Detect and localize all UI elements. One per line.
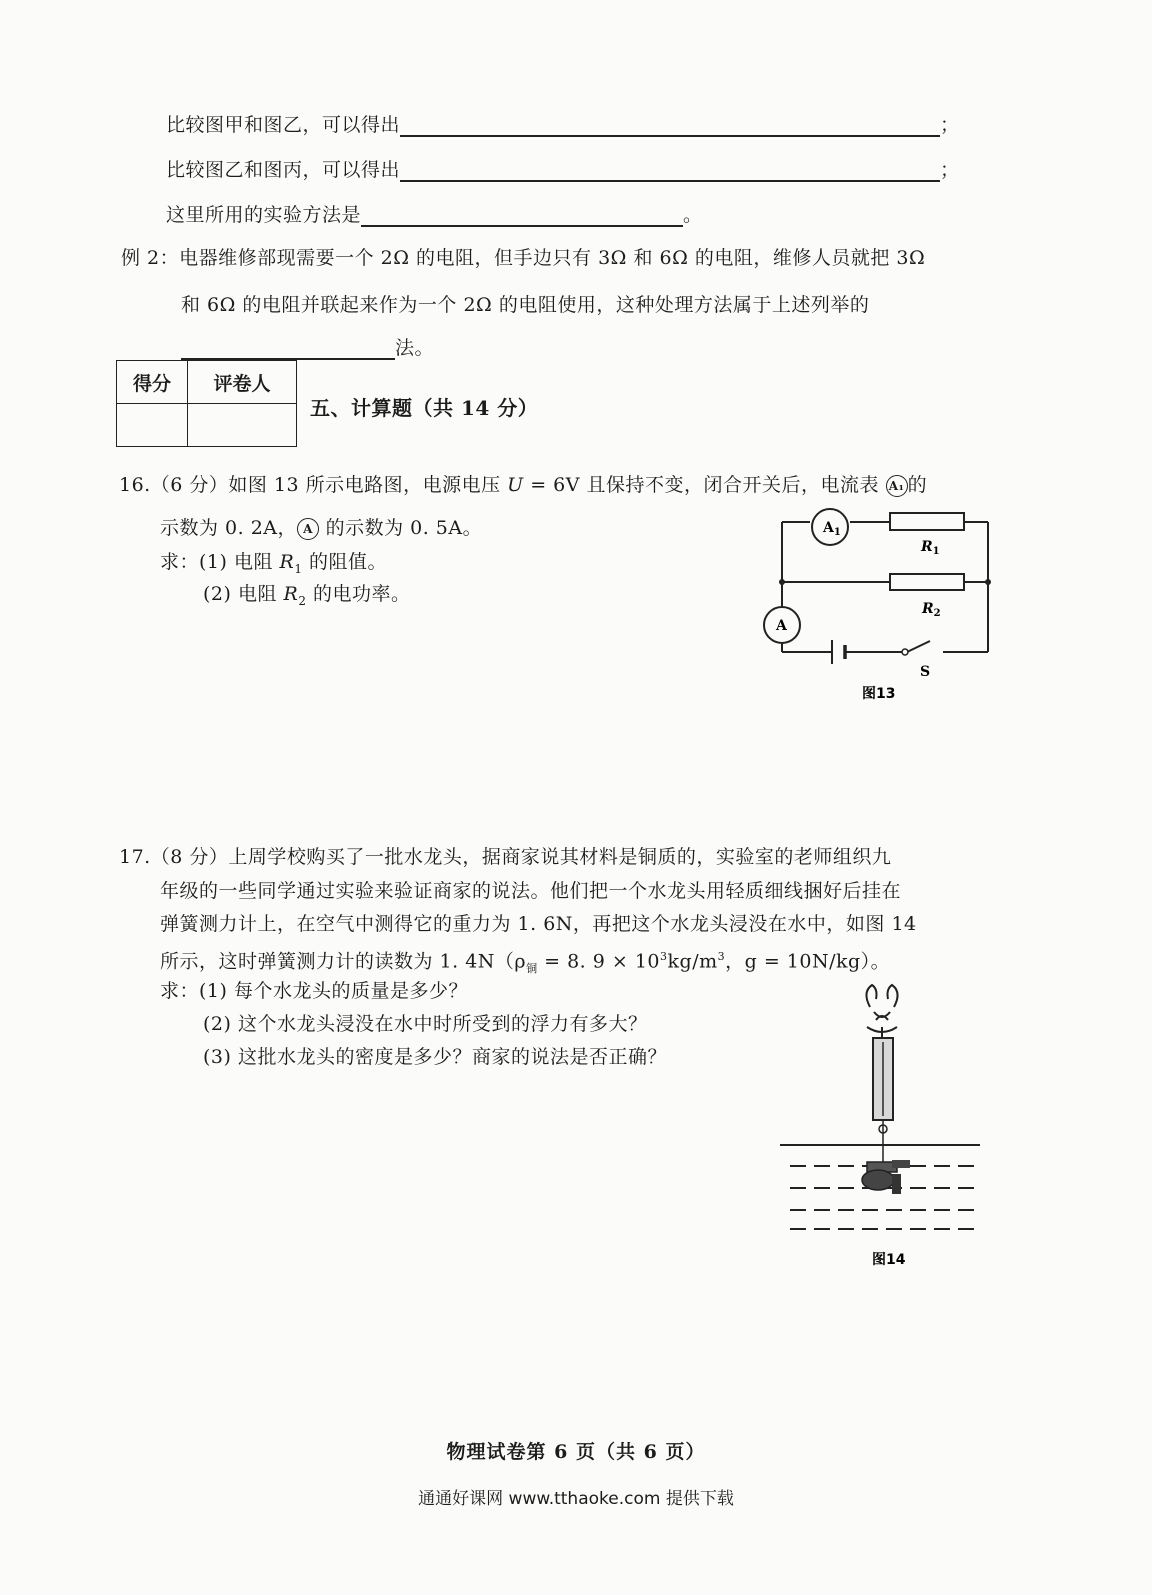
r2-label: $R_2$ — [922, 601, 941, 619]
example2-line-2: 和 6Ω 的电阻并联起来作为一个 2Ω 的电阻使用，这种处理方法属于上述列举的 — [181, 294, 870, 316]
answer-blank[interactable] — [361, 205, 683, 227]
q17-line-1: 17.（8 分）上周学校购买了一批水龙头，据商家说其材料是铜质的，实验室的老师组织九 — [119, 846, 892, 868]
figure-14-caption: 图14 — [872, 1252, 906, 1268]
switch-label: S — [920, 664, 931, 680]
score-box — [116, 360, 297, 447]
junction-dot — [985, 579, 991, 585]
q16-ask-text: (2) 电阻 — [203, 583, 284, 605]
section-title: 五、计算题（共 14 分） — [310, 396, 539, 420]
q16-ask-text: 求：(1) 电阻 — [160, 551, 280, 573]
score-cell[interactable] — [117, 404, 188, 447]
q17-line-3: 弹簧测力计上，在空气中测得它的重力为 1. 6N，再把这个水龙头浸没在水中，如图 14 — [160, 913, 917, 935]
source-footer: 通通好课网 www.tthaoke.com 提供下载 — [418, 1489, 734, 1509]
page-footer: 物理试卷第 6 页（共 6 页） — [446, 1441, 706, 1463]
ammeter-a1-symbol: A₁ — [886, 475, 908, 497]
junction-dot — [779, 579, 785, 585]
q16-text: = 6V 且保持不变，闭合开关后，电流表 — [523, 474, 880, 496]
q17-text: kg/m — [667, 950, 718, 973]
answer-blank[interactable] — [400, 160, 940, 182]
example2-line-3-end: 法。 — [395, 337, 435, 359]
resistor-symbol: R — [279, 551, 295, 573]
r1-label: $R_1$ — [921, 539, 940, 557]
fill-line-3-text: 这里所用的实验方法是 — [166, 204, 362, 226]
q17-ask-1: 求：(1) 每个水龙头的质量是多少？ — [160, 980, 468, 1002]
superscript: 3 — [717, 950, 726, 963]
q17-ask-3: (3) 这批水龙头的密度是多少？商家的说法是否正确？ — [203, 1046, 667, 1068]
fill-line-1-text: 比较图甲和图乙，可以得出 — [166, 114, 401, 136]
fill-line-1 — [166, 113, 960, 137]
q16-ask-1 — [160, 550, 387, 581]
meter-a1-label: $A_1$ — [823, 520, 841, 538]
resistor-r2 — [890, 574, 964, 590]
resistor-r1 — [890, 513, 964, 530]
fill-line-2-end: ； — [940, 159, 960, 181]
q16-ask-text: 的阻值。 — [302, 551, 387, 573]
q17-line-2: 年级的一些同学通过实验来验证商家的说法。他们把一个水龙头用轻质细线捆好后挂在 — [160, 880, 902, 902]
q16-ask-2 — [203, 582, 411, 613]
q16-text: 的 — [907, 474, 928, 496]
answer-blank[interactable] — [181, 338, 395, 360]
q16-ask-text: 的电功率。 — [306, 583, 411, 605]
q17-ask-2: (2) 这个水龙头浸没在水中时所受到的浮力有多大？ — [203, 1013, 648, 1035]
q17-line-4 — [160, 945, 890, 981]
voltage-symbol: U — [507, 474, 524, 496]
subscript: 1 — [294, 561, 303, 576]
meter-a-label: A — [776, 618, 787, 634]
score-label: 得分 — [117, 361, 188, 404]
example2-line-1: 例 2：电器维修部现需要一个 2Ω 的电阻，但手边只有 3Ω 和 6Ω 的电阻，维修人员就把 3Ω — [121, 247, 926, 269]
resistor-symbol: R — [283, 583, 299, 605]
q17-text: ，g = 10N/kg）。 — [725, 950, 891, 973]
example2-line-3 — [181, 336, 434, 360]
subscript: 2 — [298, 593, 307, 608]
hand-icon — [866, 985, 897, 1032]
q17-text: = 8. 9 × 10 — [537, 950, 661, 973]
q16-text: 16.（6 分）如图 13 所示电路图，电源电压 — [119, 474, 508, 496]
subscript: 铜 — [526, 962, 538, 976]
spring-scale-figure-14 — [770, 982, 990, 1272]
ammeter-a-symbol: A — [297, 518, 319, 540]
q17-text: 所示，这时弹簧测力计的读数为 1. 4N（ρ — [160, 950, 527, 973]
figure-13-caption: 图13 — [862, 686, 896, 702]
q16-text: 的示数为 0. 5A。 — [325, 517, 483, 539]
fill-line-2-text: 比较图乙和图丙，可以得出 — [166, 159, 401, 181]
grader-label: 评卷人 — [188, 361, 297, 404]
faucet-icon — [862, 1160, 910, 1194]
fill-line-2 — [166, 158, 960, 182]
q16-line-1 — [119, 473, 927, 497]
superscript: 3 — [660, 950, 668, 963]
fill-line-3-end: 。 — [683, 204, 703, 226]
grader-cell[interactable] — [188, 404, 297, 447]
fill-line-3 — [166, 203, 703, 227]
switch-contact — [902, 649, 908, 655]
q16-line-2 — [160, 516, 482, 540]
answer-blank[interactable] — [400, 115, 940, 137]
circuit-diagram-figure-13 — [750, 505, 1010, 710]
q16-text: 示数为 0. 2A， — [160, 517, 298, 539]
fill-line-1-end: ； — [940, 114, 960, 136]
